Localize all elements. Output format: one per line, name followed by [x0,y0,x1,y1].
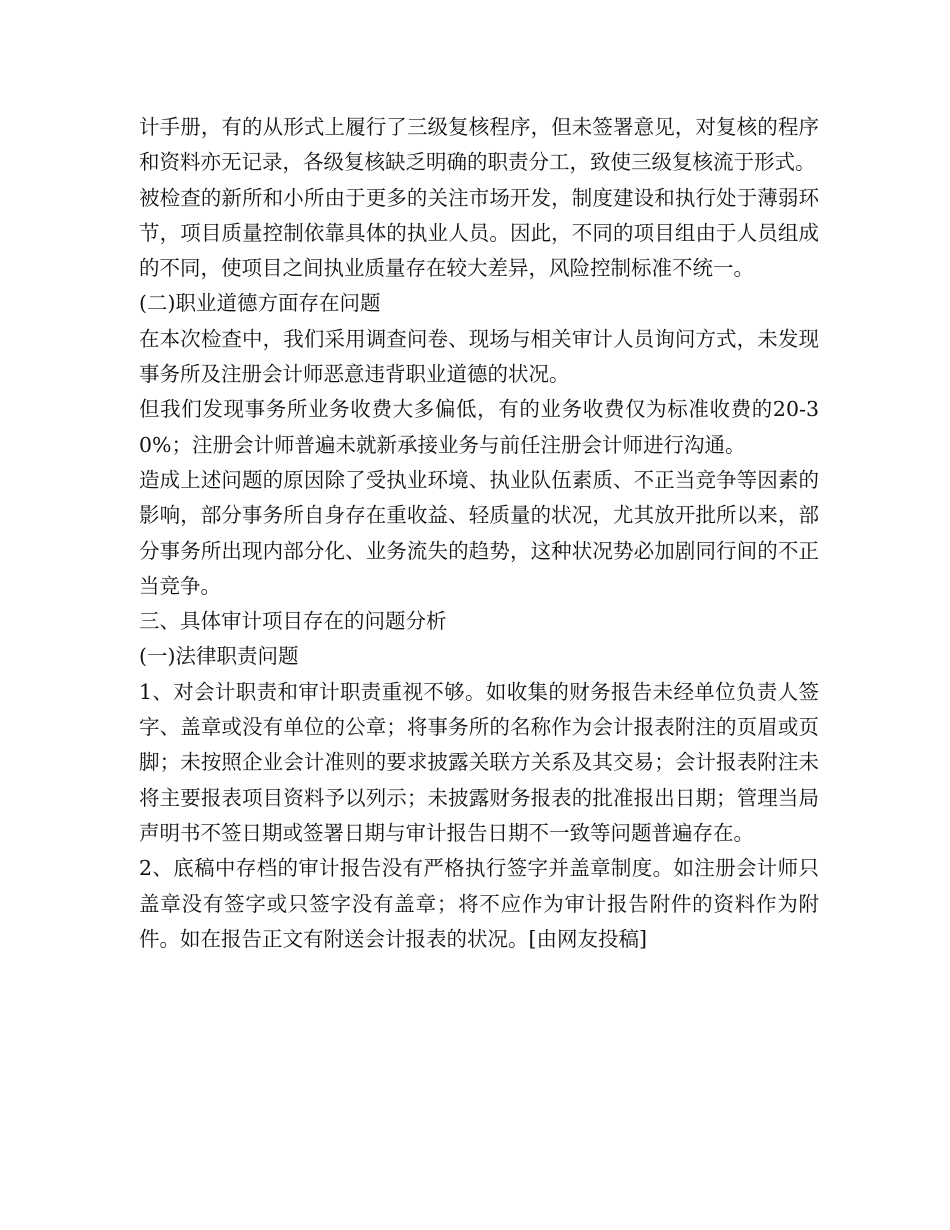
section-heading-audit-projects: 三、具体审计项目存在的问题分析 [139,609,447,634]
paragraph-small-firms: 被检查的新所和小所由于更多的关注市场开发，制度建设和执行处于薄弱环节，项目质量控制依靠具体的执业人员。因此，不同的项目组由于人员组成的不同，使项目之间执业质量存在较大差异，风险控制标准不统一。 [139,185,819,281]
document-body [139,110,819,957]
paragraph-inspection-method: 在本次检查中，我们采用调查问卷、现场与相关审计人员询问方式，未发现事务所及注册会计师恶意违背职业道德的状况。 [139,326,819,387]
paragraph-fees: 但我们发现事务所业务收费大多偏低，有的业务收费仅为标准收费的20-30%；注册会计师普遍未就新承接业务与前任注册会计师进行沟通。 [139,397,819,457]
paragraph-causes: 造成上述问题的原因除了受执业环境、执业队伍素质、不正当竞争等因素的影响，部分事务所自身存在重收益、轻质量的状况，尤其放开批所以来，部分事务所出现内部分化、业务流失的趋势，这种状况势必加剧同行间的不正当竞争。 [139,467,819,598]
section-heading-professional-ethics: (二)职业道德方面存在问题 [139,291,381,316]
paragraph-review-procedure: 计手册，有的从形式上履行了三级复核程序，但未签署意见，对复核的程序和资料亦无记录，各级复核缺乏明确的职责分工，致使三级复核流于形式。 [139,115,819,175]
section-heading-legal-duty: (一)法律职责问题 [139,644,299,669]
paragraph-item-1: 1、对会计职责和审计职责重视不够。如收集的财务报告未经单位负责人签字、盖章或没有单位的公章；将事务所的名称作为会计报表附注的页眉或页脚；未按照企业会计准则的要求披露关联方关系及其交易；会计报表附注未将主要报表项目资料予以列示；未披露财务报表的批准报出日期；管理当局声明书不签日期或签署日期与审计报告日期不一致等问题普遍存在。 [139,679,819,845]
paragraph-item-2: 2、底稿中存档的审计报告没有严格执行签字并盖章制度。如注册会计师只盖章没有签字或只签字没有盖章；将不应作为审计报告附件的资料作为附件。如在报告正文有附送会计报表的状况。[由网友投稿] [139,856,819,951]
